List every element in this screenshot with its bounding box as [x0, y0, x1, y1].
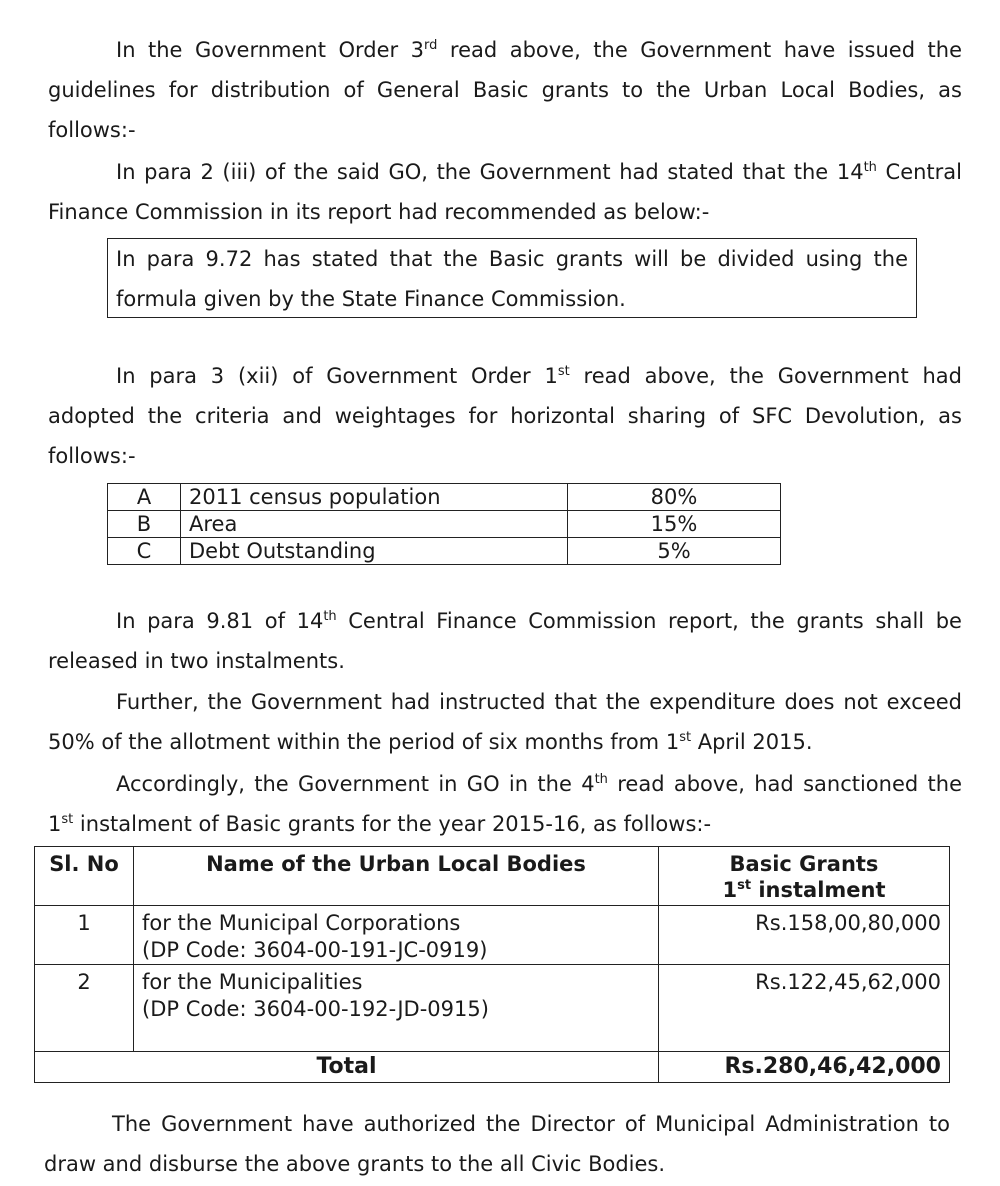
header-sl-no: Sl. No: [35, 847, 134, 906]
row-sl-no: 2: [35, 965, 134, 1052]
row-amount: Rs.122,45,62,000: [659, 965, 950, 1052]
table-row: [35, 906, 950, 965]
text-segment: In para 2 (iii) of the said GO, the Government had stated that the 14: [116, 160, 864, 184]
ulb-name: for the Municipalities: [142, 970, 363, 994]
header-basic-grants: [659, 847, 950, 906]
row-ulb-name: [134, 965, 659, 1052]
text-segment: 1: [722, 878, 738, 902]
criteria-code: C: [108, 538, 181, 565]
paragraph-instalments: [48, 601, 962, 681]
superscript: rd: [424, 38, 438, 53]
text-segment: Central Finance Commission in its report had recommended as below:-: [48, 160, 963, 224]
criteria-table: [107, 483, 781, 565]
superscript: th: [863, 160, 877, 175]
table-header-row: [35, 847, 950, 906]
superscript: st: [557, 364, 570, 379]
text-segment: read above, the Government had adopted the criteria and weightages for horizontal sharing of SFC Devolution, as follows:-: [48, 364, 962, 468]
row-amount: Rs.158,00,80,000: [659, 906, 950, 965]
criteria-name: Area: [181, 511, 568, 538]
superscript: st: [679, 730, 692, 745]
text-segment: Central Finance Commission report, the grants shall be released in two instalments.: [48, 609, 962, 673]
text-segment: read above, had sanctioned the 1: [48, 772, 962, 836]
table-row: [108, 511, 781, 538]
text-segment: Further, the Government had instructed that the expenditure does not exceed 50% of the allotment within the period of six months from 1: [48, 690, 962, 754]
dp-code: (DP Code: 3604-00-192-JD-0915): [142, 997, 489, 1021]
table-row: [108, 484, 781, 511]
row-sl-no: 1: [35, 906, 134, 965]
criteria-weight: 15%: [568, 511, 781, 538]
total-amount: Rs.280,46,42,000: [659, 1052, 950, 1083]
paragraph-authorization: The Government have authorized the Director of Municipal Administration to draw and disburse the above grants to the all Civic Bodies.: [44, 1112, 950, 1176]
boxed-quote: In para 9.72 has stated that the Basic grants will be divided using the formula given by the State Finance Commission.: [107, 238, 917, 318]
criteria-code: A: [108, 484, 181, 511]
header-line: Basic Grants: [729, 852, 879, 876]
paragraph-sanction: [48, 764, 962, 844]
dp-code: (DP Code: 3604-00-191-JC-0919): [142, 938, 488, 962]
text-segment: In the Government Order 3: [116, 38, 425, 62]
criteria-weight: 80%: [568, 484, 781, 511]
paragraph-finance-commission: [48, 152, 962, 232]
paragraph-guidelines: [48, 30, 962, 150]
header-ulb-name: Name of the Urban Local Bodies: [134, 847, 659, 906]
text-segment: read above, the Government have issued the guidelines for distribution of General Basic grants to the Urban Local Bodies, as follows:-: [48, 38, 963, 142]
superscript: st: [61, 812, 74, 827]
criteria-weight: 5%: [568, 538, 781, 565]
paragraph-expenditure: [48, 682, 962, 762]
header-line: [667, 877, 941, 903]
total-label: Total: [35, 1052, 659, 1083]
text-segment: Accordingly, the Government in GO in the 4: [116, 772, 595, 796]
ulb-name: for the Municipal Corporations: [142, 911, 461, 935]
text-segment: April 2015.: [691, 730, 813, 754]
criteria-name: Debt Outstanding: [181, 538, 568, 565]
row-ulb-name: [134, 906, 659, 965]
criteria-name: 2011 census population: [181, 484, 568, 511]
table-row: [108, 538, 781, 565]
paragraph-criteria-intro: [48, 356, 962, 476]
table-total-row: [35, 1052, 950, 1083]
superscript: th: [594, 772, 608, 787]
text-segment: instalment: [751, 878, 886, 902]
superscript: th: [323, 609, 337, 624]
table-row: [35, 965, 950, 1052]
grants-table: [34, 846, 950, 1083]
superscript: st: [737, 878, 752, 893]
text-segment: instalment of Basic grants for the year 2015-16, as follows:-: [73, 812, 712, 836]
text-segment: In para 9.81 of 14: [116, 609, 324, 633]
text-segment: In para 3 (xii) of Government Order 1: [116, 364, 558, 388]
criteria-code: B: [108, 511, 181, 538]
